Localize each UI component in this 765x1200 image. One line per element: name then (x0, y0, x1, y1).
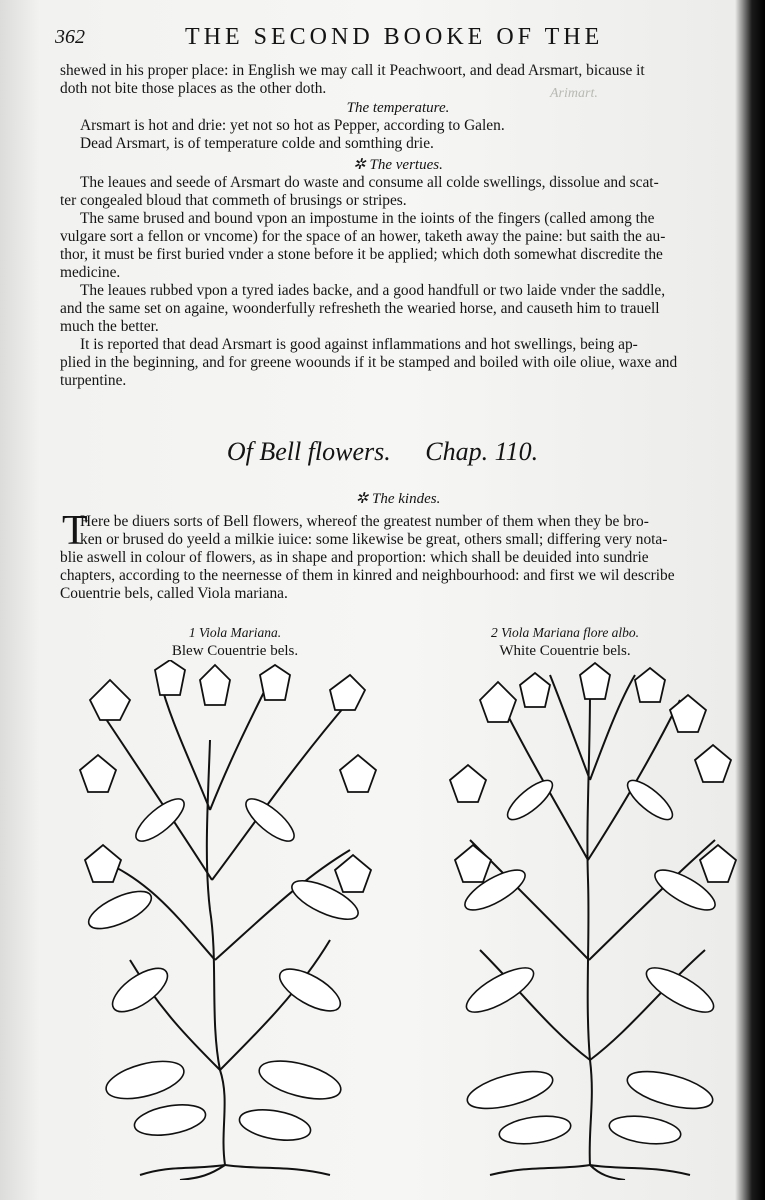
text-line: Here be diuers sorts of Bell flowers, whereof the greatest number of them when they be bro- (80, 513, 649, 530)
section-heading-text: The vertues. (369, 157, 443, 173)
section-heading: ✲ The vertues. (353, 157, 443, 173)
text-line: shewed in his proper place: in English we may call it Peachwoort, and dead Arsmart, bicause it (60, 62, 645, 79)
temperature-section (60, 99, 736, 153)
chapter-title: Of Bell flowers. (226, 437, 391, 466)
caption-english: Blew Couentrie bels. (171, 643, 299, 659)
top-paragraph (60, 62, 736, 98)
figure-caption-2 (440, 624, 690, 660)
text-line: The same brused and bound vpon an impostume in the ioints of the fingers (called among the (80, 210, 655, 227)
woodcut-blue-bellflower (60, 660, 380, 1180)
text-line: thor, it must be first buried vnder a stone before it be applied; which doth somewhat discredite the (60, 246, 663, 263)
text-line: vulgare sort a fellon or vncome) for the space of an hower, taketh away the paine: but saith the au- (60, 228, 666, 245)
caption-latin: 1 Viola Mariana. (188, 625, 282, 640)
page-header (55, 26, 735, 52)
text-line: ken or brused do yeeld a milkie iuice: some likewise be great, others small; differing very nota- (80, 531, 668, 548)
kindes-heading (60, 490, 736, 508)
text-line: Couentrie bels, called Viola mariana. (60, 585, 288, 602)
chapter-number: Chap. 110. (425, 437, 539, 466)
text-line: The leaues and seede of Arsmart do waste and consume all colde swellings, dissolue and scat- (80, 174, 659, 191)
section-heading: ✲ The kindes. (355, 491, 441, 507)
caption-english: White Couentrie bels. (499, 643, 631, 659)
page-number: 362 (55, 26, 85, 48)
running-head: THE SECOND BOOKE OF THE (185, 24, 604, 50)
text-line: turpentine. (60, 372, 127, 389)
text-line: doth not bite those places as the other doth. (60, 80, 327, 97)
vertues-section (60, 156, 736, 390)
text-line: Dead Arsmart, is of temperature colde and somthing drie. (80, 135, 434, 152)
text-line: ter congealed bloud that commeth of brusings or stripes. (60, 192, 407, 209)
text-line: and the same set on againe, woonderfully refresheth the wearied horse, and causeth him to trauell (60, 300, 660, 317)
text-line: much the better. (60, 318, 159, 335)
text-line: Arsmart is hot and drie: yet not so hot as Pepper, according to Galen. (80, 117, 505, 134)
woodcut-white-bellflower (440, 660, 740, 1180)
text-line: The leaues rubbed vpon a tyred iades backe, and a good handfull or two laide vnder the saddle, (80, 282, 666, 299)
section-heading: The temperature. (346, 100, 450, 116)
show-through-text: Arimart. (550, 86, 598, 101)
text-line: plied in the beginning, and for greene woounds if it be stamped and boiled with oile oliue, waxe and (60, 354, 678, 371)
caption-latin: 2 Viola Mariana flore albo. (490, 625, 640, 640)
figure-caption-1 (110, 624, 360, 660)
chapter-heading (0, 437, 765, 467)
section-heading-text: The kindes. (372, 491, 441, 507)
text-line: It is reported that dead Arsmart is good against inflammations and hot swellings, being ap- (80, 336, 638, 353)
text-line: blie aswell in colour of flowers, as in shape and proportion: which shall be deuided into sundrie (60, 549, 649, 566)
text-line: medicine. (60, 264, 121, 281)
drop-cap: T (62, 508, 88, 554)
text-line: chapters, according to the neernesse of them in kinred and neighbourhood: and first we wil describe (60, 567, 675, 584)
kindes-section (60, 508, 736, 603)
